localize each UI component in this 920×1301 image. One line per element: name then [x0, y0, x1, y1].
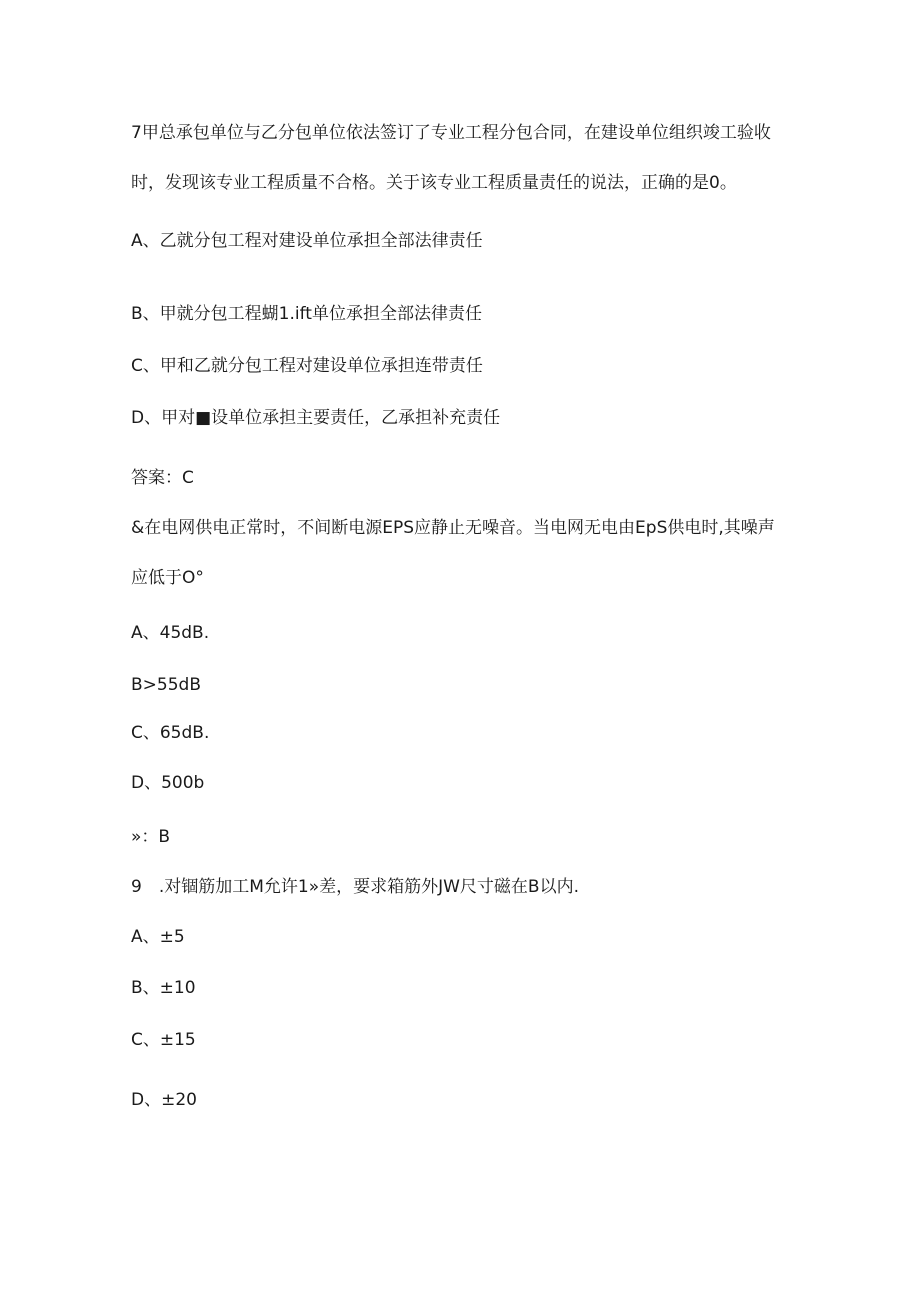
question-9-option-b: B、±10 [131, 978, 196, 998]
question-7-option-c: C、甲和乙就分包工程对建设单位承担连带责任 [131, 356, 483, 376]
question-9-option-a: A、±5 [131, 927, 185, 947]
question-7-option-d: D、甲对■设单位承担主要责任，乙承担补充责任 [131, 408, 501, 428]
question-8-stem-line-2: 应低于O° [131, 568, 204, 588]
question-8-stem-line-1: &在电网供电正常时，不间断电源EPS应静止无噪音。当电网无电由EpS供电时,其噪声 [131, 518, 775, 538]
question-7-stem-line-2: 时，发现该专业工程质量不合格。关于该专业工程质量责任的说法，正确的是0。 [131, 173, 737, 193]
question-7-option-a: A、乙就分包工程对建设单位承担全部法律责任 [131, 231, 483, 251]
question-7-answer: 答案：C [131, 468, 194, 488]
question-7-stem-line-1: 7甲总承包单位与乙分包单位依法签订了专业工程分包合同，在建设单位组织竣工验收 [131, 123, 771, 143]
question-9-option-d: D、±20 [131, 1090, 197, 1110]
question-8-option-c: C、65dB. [131, 723, 210, 743]
question-8-answer: »：B [131, 827, 171, 847]
question-9-option-c: C、±15 [131, 1030, 196, 1050]
question-9-stem: 9 .对锢筋加工M允许1»差，要求箱筋外JW尺寸磁在B以内. [131, 877, 579, 897]
question-7-option-b: B、甲就分包工程蝴1.ift单位承担全部法律责任 [131, 304, 482, 324]
question-8-option-d: D、500b [131, 773, 205, 793]
question-8-option-b: B>55dB [131, 675, 201, 695]
question-8-option-a: A、45dB. [131, 623, 210, 643]
